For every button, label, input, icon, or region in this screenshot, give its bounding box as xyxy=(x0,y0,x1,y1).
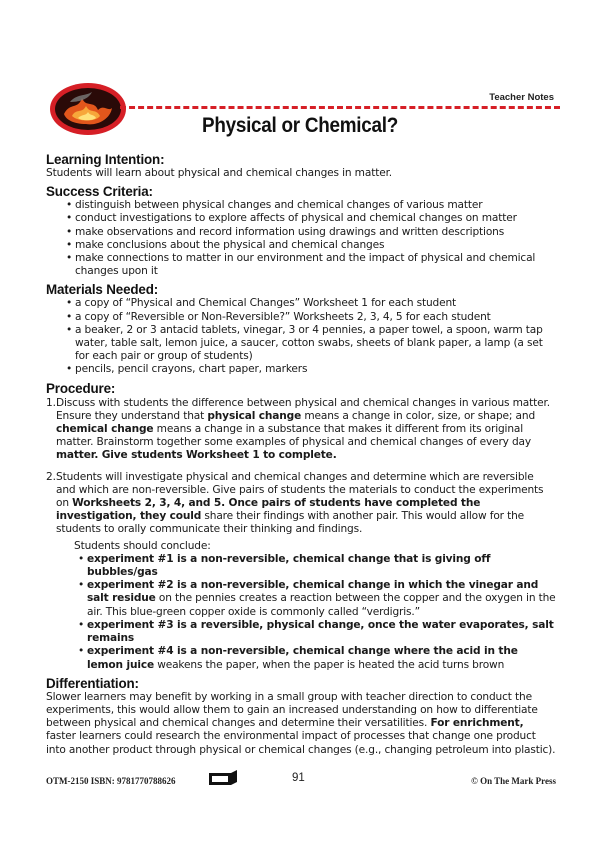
differentiation-body: faster learners could research the environmental impact of processes that change one product into another product through physical or chemical changes (e.g., changing petroleum into plastic). xyxy=(46,730,556,756)
list-item: • a copy of “Physical and Chemical Changes” Worksheet 1 for each student xyxy=(66,297,556,310)
enrichment-label: For enrichment, xyxy=(430,717,524,730)
term-physical-change: physical change xyxy=(207,409,302,422)
materials-list xyxy=(66,297,556,376)
step-number: 2. xyxy=(46,470,56,483)
isbn-text: OTM-2150 ISBN: 9781770788626 xyxy=(46,776,176,786)
list-item: • make conclusions about the physical and chemical changes xyxy=(66,239,556,252)
publisher-logo-icon xyxy=(208,770,238,786)
procedure-step-2 xyxy=(46,471,556,537)
list-item xyxy=(78,645,556,671)
list-item xyxy=(78,579,556,619)
step-text-emphasis: matter. Give students Worksheet 1 to complete. xyxy=(56,449,337,462)
list-item xyxy=(78,619,556,645)
learning-intention-text: Students will learn about physical and chemical changes in matter. xyxy=(46,167,393,179)
learning-intention-heading: Learning Intention: xyxy=(46,152,165,167)
header-dashed-rule xyxy=(120,106,560,109)
page-footer xyxy=(46,770,556,788)
list-item: • distinguish between physical changes and chemical changes of various matter xyxy=(66,199,556,212)
list-item: • conduct investigations to explore affects of physical and chemical changes on matter xyxy=(66,212,556,225)
term-chemical-change: chemical change xyxy=(56,423,154,436)
conclusion-bold: experiment #3 is a reversible, physical change, once the water evaporates, salt remains xyxy=(87,618,554,645)
conclusion-bold: experiment #1 is a non-reversible, chemical change that is giving off bubbles/gas xyxy=(87,552,491,579)
materials-heading: Materials Needed: xyxy=(46,282,159,298)
list-item xyxy=(78,553,556,579)
page-title: Physical or Chemical? xyxy=(201,114,399,137)
conclusion-text: weakens the paper, when the paper is heated the acid turns brown xyxy=(153,658,505,671)
page-number: 91 xyxy=(292,772,305,784)
step-text: means a change in color, size, or shape; and xyxy=(301,409,536,422)
conclusions-block xyxy=(74,540,556,672)
procedure-heading: Procedure: xyxy=(46,380,116,396)
list-item: • pencils, pencil crayons, chart paper, markers xyxy=(66,363,556,376)
list-item: • a beaker, 2 or 3 antacid tablets, vinegar, 3 or 4 pennies, a paper towel, a spoon, warm tap water, table salt, lemon juice, a saucer, cotton swabs, sheets of blank paper, a lamp (a set for each pair or group of students) xyxy=(66,324,556,364)
step-number: 1. xyxy=(46,396,56,409)
step-text: Discuss with students the difference between physical and chemical changes in various matter. Ensure they understand that xyxy=(56,396,550,422)
list-item: • a copy of “Reversible or Non-Reversible?” Worksheets 2, 3, 4, 5 for each student xyxy=(66,311,556,324)
conclusions-intro: Students should conclude: xyxy=(74,539,211,552)
page-content xyxy=(46,152,556,758)
conclusion-text: on the pennies creates a reaction between the copper and the oxygen in the air. This blue-green copper oxide is commonly called “verdigris.” xyxy=(87,592,556,618)
differentiation-heading: Differentiation: xyxy=(46,675,139,691)
differentiation-text xyxy=(46,691,556,757)
conclusion-bold: experiment #2 is a non-reversible, chemical change in which the vinegar and salt residue xyxy=(87,579,539,605)
copyright-text: © On The Mark Press xyxy=(471,776,556,786)
conclusion-bold: experiment #4 is a non-reversible, chemical change where the acid in the lemon juice xyxy=(87,645,518,671)
step-text-emphasis: Worksheets 2, 3, 4, and 5. Once pairs of students have completed the investigation, they could xyxy=(56,497,481,523)
list-item: • make connections to matter in our environment and the impact of physical and chemical changes upon it xyxy=(66,252,556,278)
teacher-notes-label: Teacher Notes xyxy=(489,92,554,103)
differentiation-body: Slower learners may benefit by working in a small group with teacher direction to conduct the experiments, this would allow them to gain an increased understanding on how to differentiate between physical and chemical changes and determine their versatilities. xyxy=(46,690,538,730)
step-text: share their findings with another pair. This would allow for the students to orally communicate their thinking and findings. xyxy=(56,510,525,536)
success-criteria-heading: Success Criteria: xyxy=(46,184,153,200)
procedure-step-1 xyxy=(46,397,556,463)
list-item: • make observations and record information using drawings and written descriptions xyxy=(66,226,556,239)
step-text: means a change in a substance that makes it different from its original matter. Brainstorm together some examples of physical and chemical changes of every day xyxy=(56,423,532,449)
step-text: Students will investigate physical and chemical changes and determine which are reversible and which are non-reversible. Give pairs of students the materials to conduct the experiments on xyxy=(56,470,544,510)
success-criteria-list xyxy=(66,199,556,278)
conclusions-list xyxy=(78,553,556,672)
